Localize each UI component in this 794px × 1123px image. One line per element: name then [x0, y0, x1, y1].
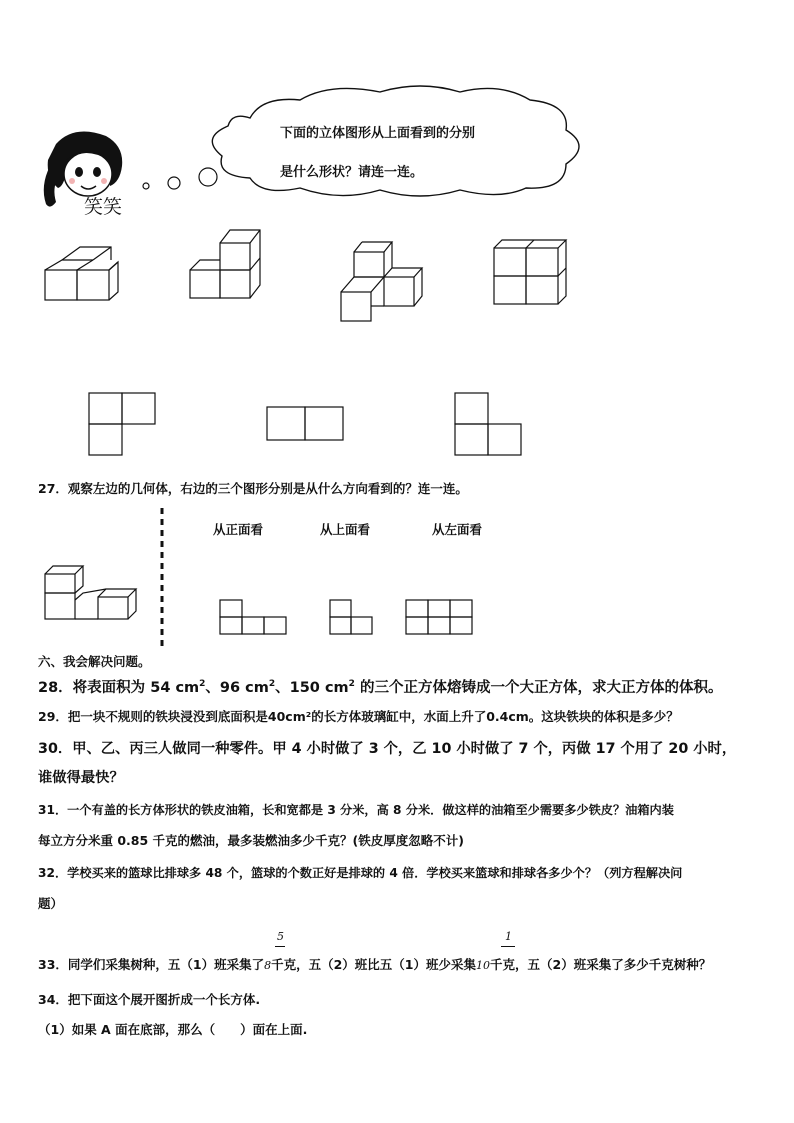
- q30-line2: 谁做得最快？: [38, 770, 124, 786]
- q34-text: 34．把下面这个展开图折成一个长方体.: [38, 992, 261, 1007]
- view-label-top: 从上面看: [320, 522, 371, 537]
- view-label-front: 从正面看: [213, 522, 264, 537]
- q32-line2: 题）: [38, 896, 64, 911]
- q32-line1: 32．学校买来的篮球比排球多 48 个，篮球的个数正好是排球的 4 倍．学校买来篮球和排球各多少个？（列方程解决问: [38, 866, 683, 880]
- q33-frac1-den: 8: [264, 959, 272, 972]
- q33-text: [38, 955, 711, 973]
- q27-text: 27．观察左边的几何体，右边的三个图形分别是从什么方向看到的？连一连。: [38, 481, 468, 496]
- q29-text: 29．把一块不规则的铁块浸没到底面积是40cm²的长方体玻璃缸中，水面上升了0.4cm。这块铁块的体积是多少？: [38, 709, 679, 724]
- view-option-1: [220, 600, 286, 634]
- q34-sub1: （1）如果 A 面在底部，那么（ ）面在上面.: [38, 1022, 308, 1037]
- q33-frac1-num: 5: [277, 930, 284, 943]
- q27-solid: [45, 566, 136, 619]
- bubble-line-2: 是什么形状？请连一连。: [280, 165, 424, 180]
- q28-sup1: 2: [199, 679, 206, 690]
- view-option-2: [330, 600, 372, 634]
- q33-frac2-num: 1: [505, 930, 512, 943]
- q33-part3: 千克，五（2）班采集了多少千克树种？: [490, 957, 712, 972]
- section-6-title: 六、我会解决问题。: [38, 654, 151, 669]
- view-label-left: 从左面看: [432, 522, 483, 537]
- q31-line2: 每立方分米重 0.85 千克的燃油，最多装燃油多少千克？(铁皮厚度忽略不计): [38, 833, 464, 848]
- q33-frac2-bar: [501, 946, 515, 947]
- bubble-line-1: 下面的立体图形从上面看到的分别: [280, 126, 476, 141]
- view-option-3: [406, 600, 472, 634]
- q28-text: [38, 676, 722, 697]
- q28-part1: 28．将表面积为 54 cm: [38, 680, 200, 696]
- q33-frac2-den: 10: [476, 959, 490, 972]
- girl-caption: 笑笑: [84, 196, 123, 218]
- q33-frac1-bar: [275, 946, 285, 947]
- q28-sup3: 2: [348, 679, 355, 690]
- q31-line1: 31．一个有盖的长方体形状的铁皮油箱，长和宽都是 3 分米，高 8 分米．做这样的油箱至少需要多少铁皮？油箱内装: [38, 803, 674, 817]
- q33-part2: 千克，五（2）班比五（1）班少采集: [271, 957, 476, 972]
- q30-line1: 30．甲、乙、丙三人做同一种零件。甲 4 小时做了 3 个，乙 10 小时做了 7 个，丙做 17 个用了 20 小时，: [38, 741, 737, 757]
- q28-part2: 、96 cm: [205, 680, 269, 696]
- q28-sup2: 2: [268, 679, 276, 690]
- q28-part4: 的三个正方体熔铸成一个大正方体，求大正方体的体积。: [354, 680, 723, 696]
- q28-part3: 、150 cm: [275, 680, 349, 696]
- q33-part1: 33．同学们采集树种，五（1）班采集了: [38, 957, 265, 972]
